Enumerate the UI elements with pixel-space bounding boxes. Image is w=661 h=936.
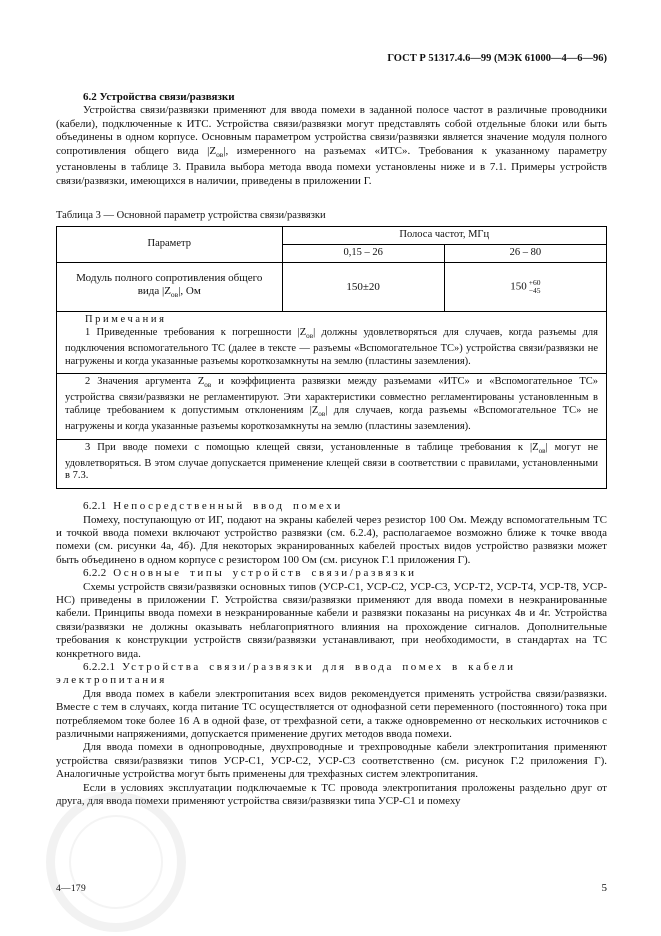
- table-3: [56, 226, 607, 489]
- section-6-2-heading: [56, 91, 607, 104]
- tolerance-lower: −45: [528, 286, 541, 296]
- table-note-2: 2 Значения аргумента $Z_{ов}$ и коэффициента развязки между разъемами «ИТС» и «Вспомогательное ТС» устройства связи/развязки не регламентируют. Эти характеристики совместно регламентированы установленным в таблице требованием к допустимым отклонениям $|Z_{ов}|$ для случаев, когда разъемы «Вспомогательное ТС» не нагружены и когда указанные разъемы короткозамкнуты на землю (пластины заземления).: [65, 376, 598, 432]
- table-3-caption: Таблица 3 — Основной параметр устройства связи/развязки: [56, 210, 326, 222]
- table-notes-row-3: [57, 439, 607, 488]
- section-title: Основные типы устройств связи/развязки: [113, 567, 417, 580]
- section-title: Устройства связи/развязки: [99, 91, 235, 103]
- section-number: 6.2.1: [83, 500, 107, 513]
- section-title: Непосредственный ввод помехи: [113, 500, 343, 513]
- section-number: 6.2.2.1: [83, 661, 116, 674]
- table-header-row-1: [57, 227, 607, 245]
- section-6-2-2-1-paragraph-3: Если в условиях эксплуатации подключаемые к ТС провода электропитания проложены раздельно друг от друга, для ввода помехи применяют устройства связи/развязки типа УСР-С1 и помеху: [56, 781, 607, 808]
- section-6-2-1-paragraph: Помеху, поступающую от ИГ, подают на экраны кабелей через резистор 100 Ом. Между вспомогательным ТС и точкой ввода помехи включают устройство развязки (см. 6.2.4), располагаемое возможно ближе к точке ввода помехи (см. рисунки 4а, 4б). Для некоторых экранированных кабелей простых видов устройство развязки может быть объединено в одном корпусе с резистором 100 Ом (см. рисунок Г.1 приложения Г).: [56, 513, 607, 566]
- column-header-frequency-band: Полоса частот, МГц: [282, 227, 607, 245]
- section-6-2-2-1-heading: [56, 661, 607, 688]
- value-band-high: [444, 263, 606, 312]
- section-title: Устройства связи/развязки для ввода помех в кабели электропитания: [56, 661, 516, 687]
- section-6-2-1-heading: [56, 500, 607, 513]
- page-body: [56, 91, 607, 809]
- page-footer: [56, 882, 607, 894]
- table-note-1: 1 Приведенные требования к погрешности $|Z_{ов}|$ должны удовлетворяться для случаев, когда разъемы для подключения вспомогательного ТС (далее в тексте — разъемы «Вспомогательное ТС») устройства связи/развязки не нагружены и когда указанные разъемы короткозамкнуты на землю (пластины заземления).: [65, 326, 598, 367]
- column-header-band-high: 26 – 80: [444, 245, 606, 263]
- standard-reference: ГОСТ Р 51317.4.6—99 (МЭК 61000—4—6—96): [387, 53, 607, 64]
- tolerance-base: 150: [510, 280, 527, 293]
- watermark-stamp: [46, 792, 186, 932]
- tolerance-upper: +60: [528, 278, 541, 288]
- table-notes-title: Примечания: [85, 314, 167, 326]
- section-number: 6.2: [83, 91, 97, 103]
- section-6-2-2-1-paragraph-2: Для ввода помехи в однопроводные, двухпроводные и трехпроводные кабели электропитания применяют устройства связи/развязки типов УСР-С1, УСР-С2, УСР-С3 соответственно (см. рисунок Г.2 приложения Г). Аналогичные устройства могут быть применены для трехфазных систем электропитания.: [56, 741, 607, 781]
- table-data-row: [57, 263, 607, 312]
- column-header-band-low: 0,15 – 26: [282, 245, 444, 263]
- table-note-3: 3 При вводе помехи с помощью клещей связи, установленные в таблице требования к $|Z_{ов}|$ могут не удовлетворяться. В этом случае допускается применение клещей связи в соответствии с правилами, установленными в 7.3.: [65, 441, 599, 482]
- table-notes-row-2: [57, 374, 607, 439]
- page-number: 5: [601, 882, 607, 894]
- parameter-label: Модуль полного сопротивления общего вида $|Z_{ов}|$, Ом: [57, 263, 283, 312]
- table-notes-row-1: [57, 312, 607, 374]
- section-6-2-2-1-paragraph-1: Для ввода помех в кабели электропитания всех видов рекомендуется применять устройства связи/развязки. Вместе с тем в случаях, когда питание ТС осуществляется от однофазной сети переменного (постоянного) тока при потребляемом токе более 16 А в одной фазе, от трехфазной сети, а также одновременно от нескольких источников с различными напряжениями, допускается применение других методов ввода помехи.: [56, 687, 607, 741]
- section-6-2-paragraph: Устройства связи/развязки применяют для ввода помехи в заданной полосе частот в различные проводники (кабели), подключенные к ИТС. Устройства связи/развязки могут представлять собой отдельные блоки или быть объединены в одном корпусе. Основным параметром устройства связи/развязки является значение модуля полного сопротивления общего вида $|Z_{ов}|$, измеренного на разъемах «ИТС». Требования к указанному параметру установлены в таблице 3. Правила выбора метода ввода помехи установлены ниже и в 7.1. Примеры устройств связи/развязки, имеющихся в наличии, приведены в приложении Г.: [56, 104, 607, 187]
- tolerance-stack: [529, 279, 541, 295]
- value-band-low: 150±20: [282, 263, 444, 312]
- section-6-2-2-heading: [56, 567, 607, 580]
- section-number: 6.2.2: [83, 567, 107, 580]
- printer-imprint: 4—179: [56, 884, 86, 894]
- section-6-2-2-paragraph: Схемы устройств связи/развязки основных типов (УСР-С1, УСР-С2, УСР-С3, УСР-Т2, УСР-Т4, УСР-Т8, УСР-НС) приведены в приложении Г. Устройства связи/развязки применяют для ввода помехи в неэкранированные кабели. Принципы ввода помехи в неэкранированные кабели и развязки показаны на рисунках 4в и 4г. Устройства связи/развязки не должны оказывать неблагоприятного влияния на прохождение сигналов. Дополнительные требования к конструкции устройств связи/развязки устанавливают, при необходимости, в стандартах на ТС конкретного вида.: [56, 580, 607, 660]
- column-header-parameter: Параметр: [57, 227, 283, 263]
